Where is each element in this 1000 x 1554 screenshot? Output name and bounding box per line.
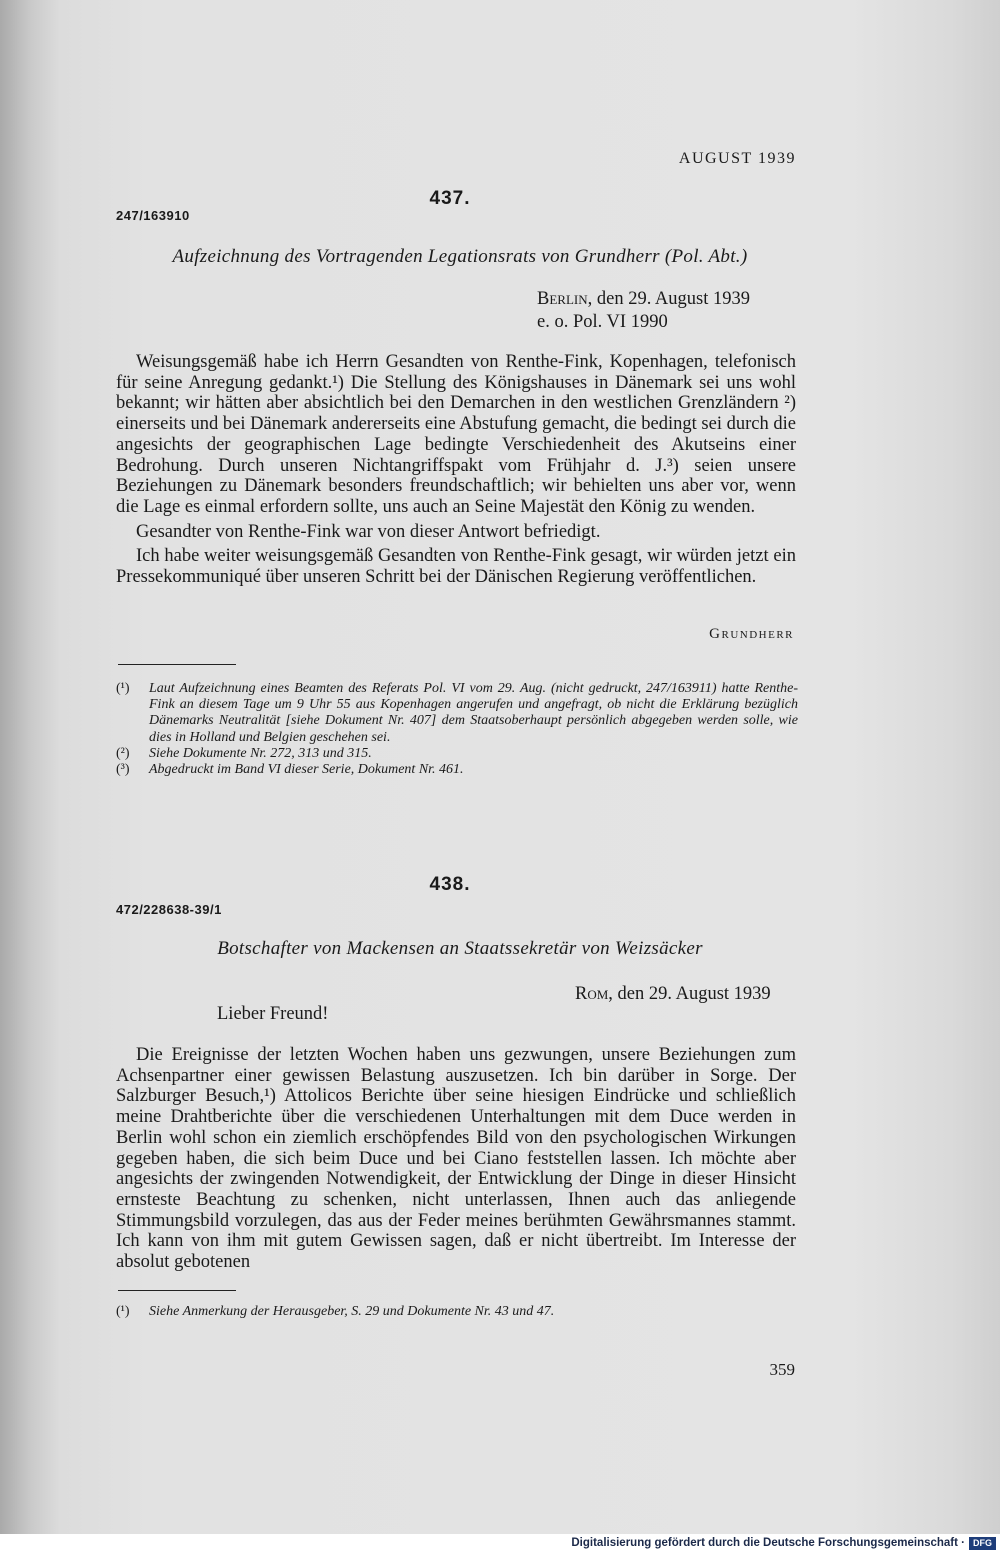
footnotes	[116, 1304, 798, 1320]
dateline-place: Berlin	[537, 289, 588, 309]
footer-bar	[0, 1534, 1000, 1554]
dateline-date: , den 29. August 1939	[587, 289, 750, 309]
dfg-logo: DFG	[969, 1537, 996, 1550]
footnotes	[116, 681, 798, 778]
page-number: 359	[769, 1360, 795, 1379]
footnote-divider	[118, 664, 236, 665]
file-number: e. o. Pol. VI 1990	[537, 312, 668, 332]
document-body	[116, 352, 796, 588]
salutation: Lieber Freund!	[217, 1004, 329, 1024]
footnote-text: Abgedruckt im Band VI dieser Serie, Dokument Nr. 461.	[149, 762, 464, 778]
footnote-mark: (¹)	[116, 681, 130, 696]
document-number: 438.	[429, 874, 471, 895]
footnote	[116, 762, 798, 778]
document-heading: Botschafter von Mackensen an Staatssekretär von Weizsäcker	[217, 938, 703, 959]
body-paragraph: Ich habe weiter weisungsgemäß Gesandten von Renthe-Fink gesagt, wir würden jetzt ein Pressekommuniqué über unseren Schritt bei der Dänischen Regierung veröffentlichen.	[116, 546, 796, 588]
footnote	[116, 681, 798, 746]
file-reference: 472/228638-39/1	[116, 902, 222, 917]
footnote-text: Siehe Anmerkung der Herausgeber, S. 29 und Dokumente Nr. 43 und 47.	[149, 1304, 555, 1319]
running-head: AUGUST 1939	[678, 150, 796, 167]
dateline	[537, 288, 750, 334]
dateline	[575, 983, 771, 1006]
footnote	[116, 746, 798, 762]
footnote-mark: (²)	[116, 745, 130, 761]
document-number: 437.	[429, 188, 471, 209]
footnote-mark: (³)	[116, 762, 130, 778]
signature: Grundherr	[709, 626, 794, 642]
footnote-divider	[118, 1290, 236, 1291]
footnote-text: Laut Aufzeichnung eines Beamten des Referats Pol. VI vom 29. Aug. (nicht gedruckt, 247/163911) hatte Renthe-Fink an diesem Tage um 9 Uhr 55 aus Kopenhagen angerufen und angefragt, ob nicht die Erklärung bezüglich Dänemarks Neutralität [siehe Dokument Nr. 407] dem Staatsoberhaupt persönlich abgegeben werden solle, wie dies in Holland und Belgien geschehen sei.	[149, 681, 798, 745]
body-paragraph: Weisungsgemäß habe ich Herrn Gesandten von Renthe-Fink, Kopenhagen, telefonisch für seine Anregung gedankt.¹) Die Stellung des Königshauses in Dänemark sei uns wohl bekannt; wir hätten aber absichtlich bei den Demarchen in den westlichen Grenzländern ²) einerseits und bei Dänemark andererseits eine Abstufung gemacht, die bedingt sei durch die angesichts der geographischen Lage bedingte Verschiedenheit des Akutseins einer Bedrohung. Durch unseren Nichtangriffspakt vom Frühjahr d. J.³) seien unsere Beziehungen zu Dänemark besonders freundschaftlich; wir behielten uns aber vor, wenn die Lage es einmal erfordern sollte, uns auch an Seine Majestät den König zu wenden.	[116, 352, 796, 517]
body-paragraph: Die Ereignisse der letzten Wochen haben uns gezwungen, unsere Beziehungen zum Achsenpartner einer gewissen Belastung auszusetzen. Ich bin darüber in Sorge. Der Salzburger Besuch,¹) Attolicos Berichte über seine hiesigen Eindrücke und schließlich meine Drahtberichte über die verschiedenen Unterhaltungen mit dem Duce werden in Berlin wohl schon ein ziemlich erschöpfendes Bild von den psychologischen Wirkungen gegeben haben, die sich beim Duce und bei Ciano feststellen lassen. Ich möchte aber angesichts der zwingenden Notwendigkeit, der Entwicklung der Dinge in dieser Hinsicht ernsteste Beachtung zu schenken, nicht unterlassen, Ihnen auch das anliegende Stimmungsbild vorzulegen, das aus der Feder meines berühmten Gewährsmannes stammt. Ich kann von ihm mit gutem Gewissen sagen, daß er nicht übertreibt. Im Interesse der absolut gebotenen	[116, 1045, 796, 1273]
body-paragraph: Gesandter von Renthe-Fink war von dieser Antwort befriedigt.	[136, 521, 601, 542]
document-heading: Aufzeichnung des Vortragenden Legationsrats von Grundherr (Pol. Abt.)	[172, 246, 748, 267]
dateline-date: , den 29. August 1939	[608, 984, 771, 1004]
footnote	[116, 1304, 798, 1320]
dateline-place: Rom	[575, 984, 609, 1004]
document-body	[116, 1045, 796, 1273]
footnote-mark: (¹)	[116, 1304, 130, 1319]
footnote-text: Siehe Dokumente Nr. 272, 313 und 315.	[149, 745, 372, 761]
funding-notice: Digitalisierung gefördert durch die Deutsche Forschungsgemeinschaft ·	[571, 1537, 965, 1549]
file-reference: 247/163910	[116, 208, 190, 223]
